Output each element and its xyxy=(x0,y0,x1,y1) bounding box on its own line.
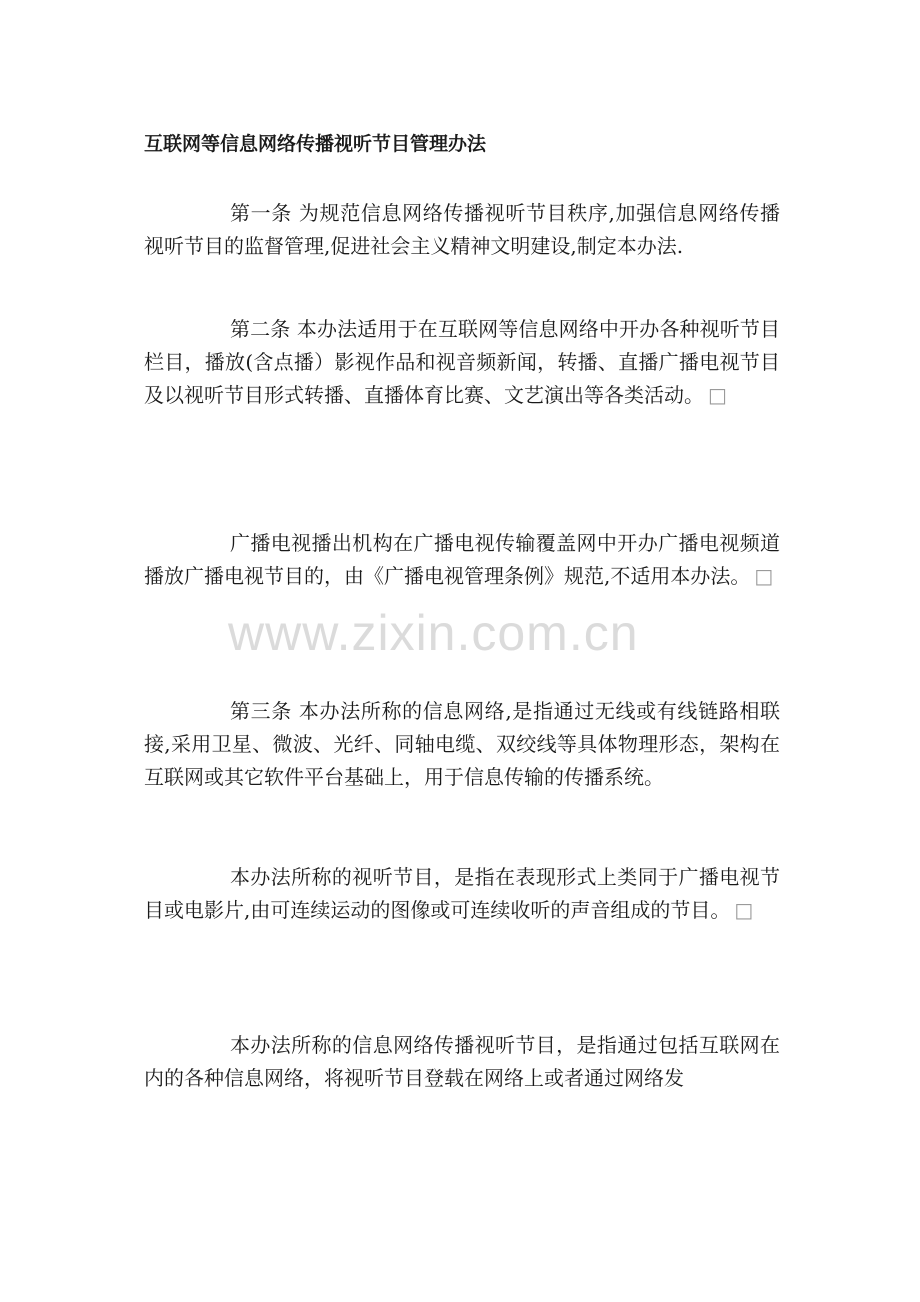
document-title: 互联网等信息网络传播视听节目管理办法 xyxy=(144,133,487,155)
placeholder-glyph: □ xyxy=(734,898,754,922)
paragraph-av-program-definition xyxy=(144,861,780,927)
watermark: www.zixin.com.cn xyxy=(228,605,639,661)
paragraph-article-2 xyxy=(144,313,780,412)
placeholder-glyph: □ xyxy=(754,564,774,588)
paragraph-text: 本办法所称的视听节目，是指在表现形式上类同于广播电视节目或电影片,由可连续运动的图像或可连续收听的声音组成的节目。 xyxy=(144,865,780,922)
paragraph-text: 广播电视播出机构在广播电视传输覆盖网中开办广播电视频道播放广播电视节目的，由《广播电视管理条例》规范,不适用本办法。 xyxy=(144,531,780,588)
paragraph-text: 本办法所称的信息网络传播视听节目，是指通过包括互联网在内的各种信息网络，将视听节目登载在网络上或者通过网络发 xyxy=(144,1033,780,1090)
placeholder-glyph: □ xyxy=(708,383,727,407)
paragraph-text: 第一条 为规范信息网络传播视听节目秩序,加强信息网络传播视听节目的监督管理,促进社会主义精神文明建设,制定本办法. xyxy=(144,201,780,258)
paragraph-article-1 xyxy=(144,197,780,263)
paragraph-text: 第三条 本办法所称的信息网络,是指通过无线或有线链路相联接,采用卫星、微波、光纤、同轴电缆、双绞线等具体物理形态，架构在互联网或其它软件平台基础上，用于信息传输的传播系统。 xyxy=(144,699,780,789)
paragraph-article-3 xyxy=(144,695,780,794)
paragraph-text: 第二条 本办法适用于在互联网等信息网络中开办各种视听节目栏目，播放(含点播）影视作品和视音频新闻，转播、直播广播电视节目及以视听节目形式转播、直播体育比赛、文艺演出等各类活动。 xyxy=(144,317,780,407)
paragraph-broadcast-exclusion xyxy=(144,527,780,593)
paragraph-network-av-definition xyxy=(144,1029,780,1095)
